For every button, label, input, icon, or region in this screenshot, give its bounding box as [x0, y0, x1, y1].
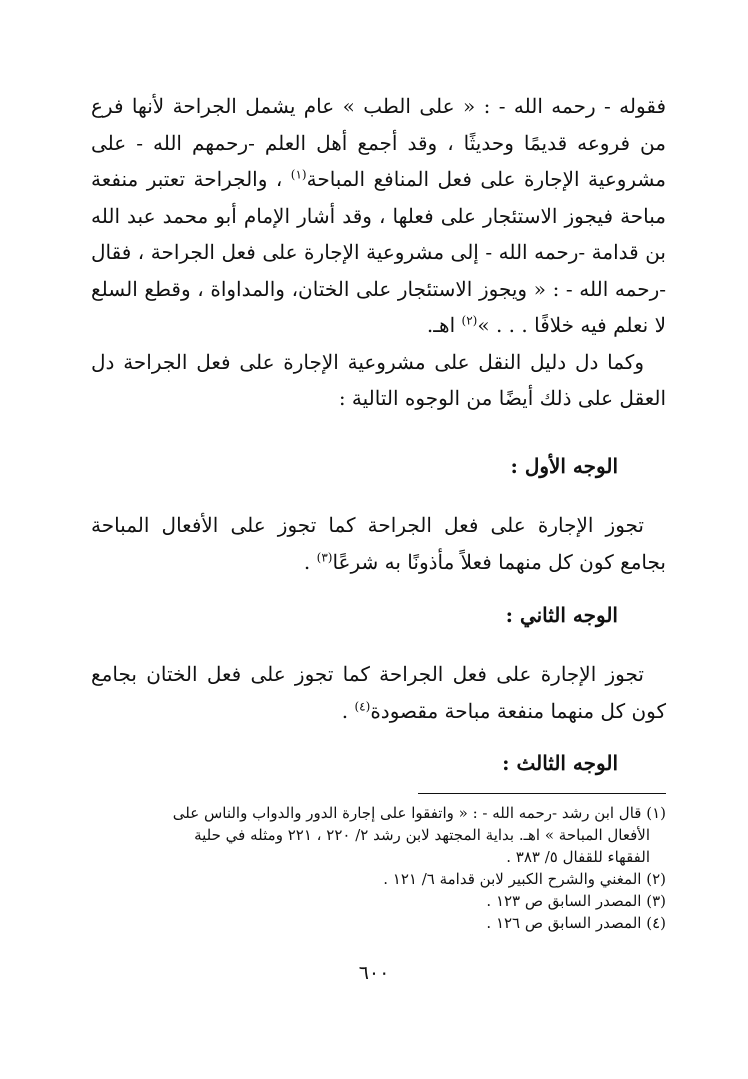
- footnote-2: (٢) المغني والشرح الكبير لابن قدامة ٦/ ١٢١ .: [383, 870, 666, 888]
- footnote-4: (٤) المصدر السابق ص ١٢٦ .: [486, 914, 666, 932]
- heading-first-aspect: الوجه الأول :: [510, 454, 618, 478]
- paragraph-1-part-c: اهـ.: [426, 313, 462, 337]
- footnote-ref-3[interactable]: (٣): [316, 550, 333, 565]
- footnote-ref-2[interactable]: (٢): [461, 313, 478, 328]
- paragraph-1-part-b: ، والجراحة تعتبر منفعة مباحة فيجوز الاستئجار على فعلها ، وقد أشار الإمام أبو محمد عبد الله بن قدامة -رحمه الله - إلى مشروعية الإجارة على فعل الجراحة ، فقال -رحمه الله - : « ويجوز الاستئجار على الختان، والمداواة ، وقطع السلع لا نعلم فيه خلافًا . . . »: [91, 167, 666, 337]
- first-aspect-body: تجوز الإجارة على فعل الجراحة كما تجوز على الأفعال المباحة بجامع كون كل منهما فعلاً مأذونًا به شرعًا: [91, 513, 666, 574]
- paragraph-1: [91, 88, 666, 344]
- heading-second-aspect: الوجه الثاني :: [505, 603, 618, 627]
- footnote-1-line-1: (١) قال ابن رشد -رحمه الله - : « واتفقوا على إجارة الدور والدواب والناس على: [172, 804, 666, 822]
- footnote-ref-4[interactable]: (٤): [354, 699, 371, 714]
- second-aspect-text: [91, 656, 666, 730]
- main-text: [91, 88, 666, 417]
- paragraph-2: وكما دل دليل النقل على مشروعية الإجارة على فعل الجراحة دل العقل على ذلك أيضًا من الوجوه التالية :: [91, 349, 666, 410]
- second-aspect-end: .: [341, 699, 355, 723]
- first-aspect-end: .: [303, 550, 317, 574]
- heading-third-aspect: الوجه الثالث :: [502, 751, 618, 775]
- footnote-3: (٣) المصدر السابق ص ١٢٣ .: [486, 892, 666, 910]
- footnote-ref-1[interactable]: (١): [290, 167, 307, 182]
- paragraph-1-part-a: فقوله - رحمه الله - : « على الطب » عام يشمل الجراحة لأنها فرع من فروعه قديمًا وحديثًا ، وقد أجمع أهل العلم -رحمهم الله - على مشروعية الإجارة على فعل المنافع المباحة: [91, 94, 666, 191]
- page-number: ٦٠٠: [358, 962, 390, 984]
- footnote-1-line-3: الفقهاء للقفال ٥/ ٣٨٣ .: [506, 848, 650, 866]
- footnote-divider: [418, 793, 666, 794]
- first-aspect-text: [91, 507, 666, 581]
- footnote-1-line-2: الأفعال المباحة » اهـ. بداية المجتهد لابن رشد ٢/ ٢٢٠ ، ٢٢١ ومثله في حلية: [194, 826, 650, 844]
- second-aspect-body: تجوز الإجارة على فعل الجراحة كما تجوز على فعل الختان بجامع كون كل منهما منفعة مباحة مقصودة: [91, 662, 666, 723]
- footnotes: [91, 802, 666, 934]
